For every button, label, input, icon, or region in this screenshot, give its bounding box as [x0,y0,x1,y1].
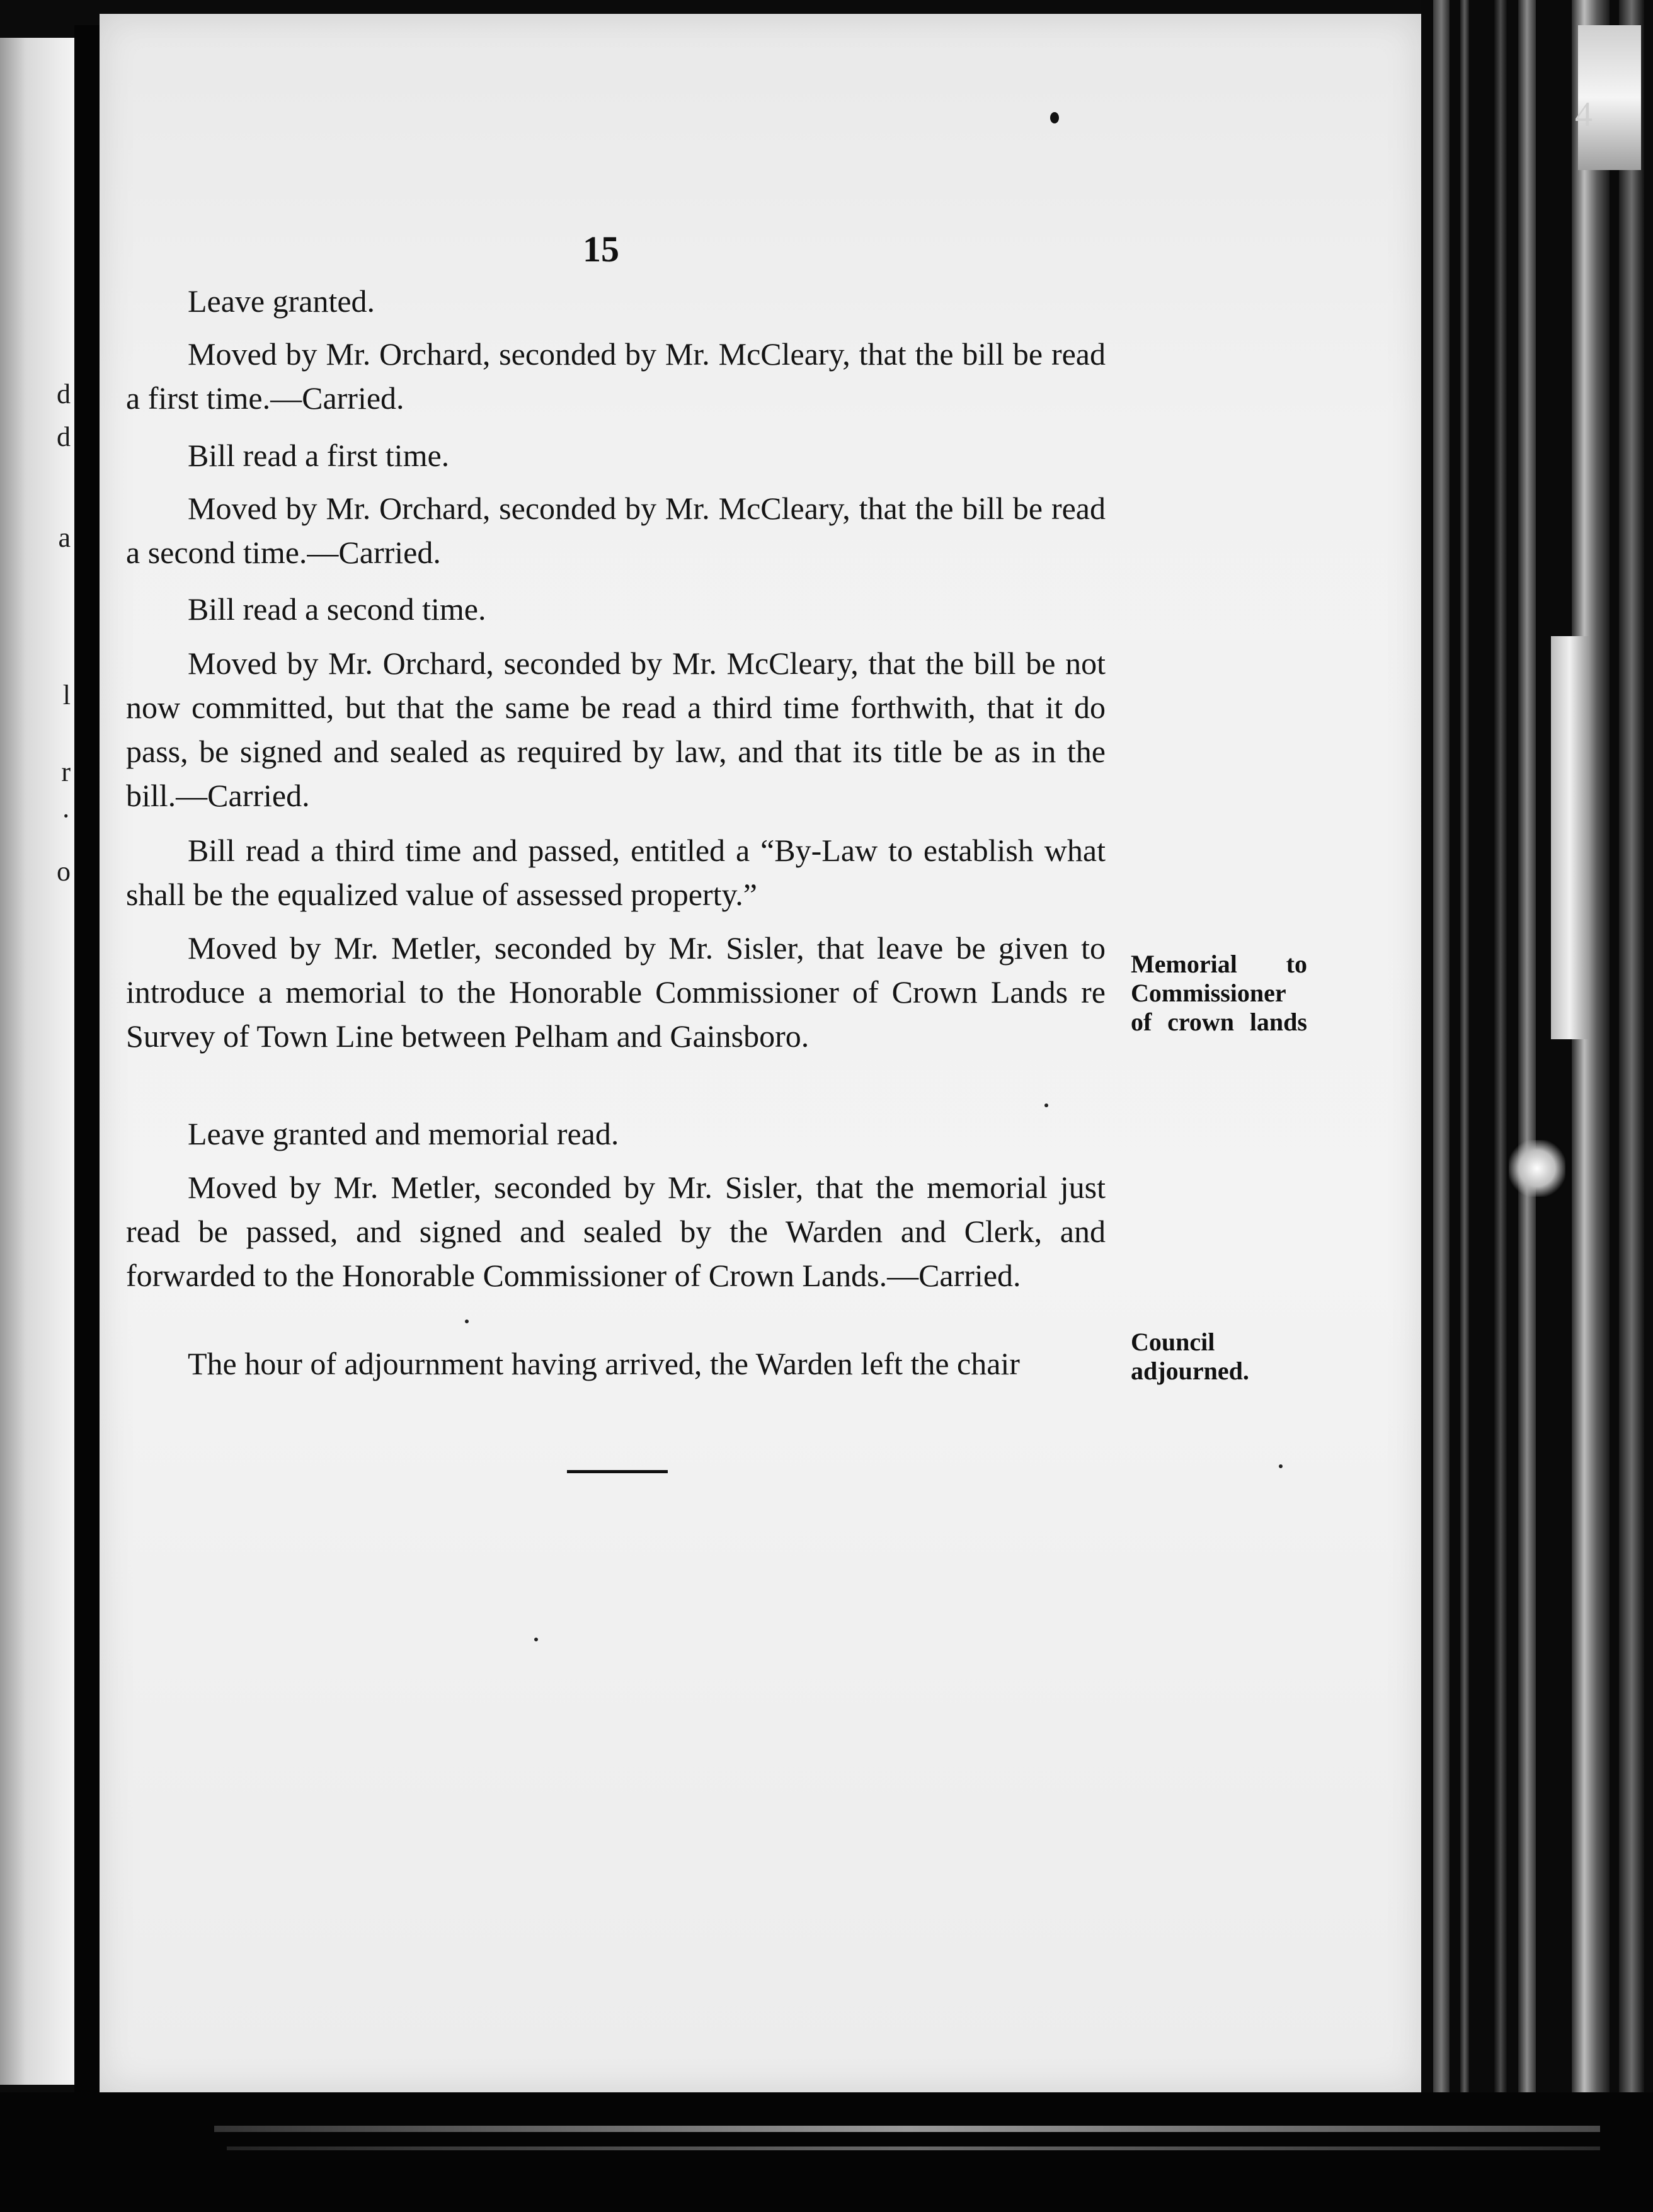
left-page-cut-text [0,38,74,2116]
paragraph-memorial-read: Leave granted and memorial read. [188,1116,619,1151]
book-gutter [74,25,100,2104]
edge-char: d [57,421,71,452]
edge-char: l [62,680,71,710]
ink-speck [1044,1103,1048,1107]
edge-char: · [61,801,71,831]
binding-strip [1572,0,1610,2141]
left-page-edge [0,38,74,2085]
ink-speck [1050,112,1059,123]
ink-speck [1279,1464,1283,1468]
paragraph-first-reading: Bill read a first time. [188,438,450,473]
bottom-edge [0,2092,1653,2212]
paragraph-second-reading-motion: Moved by Mr. Orchard, seconded by Mr. McCleary, that the bill be read a second time.—Carried. [126,491,1106,570]
edge-char: d [57,379,71,409]
paragraph-memorial-motion: Moved by Mr. Metler, seconded by Mr. Sisler, that leave be given to introduce a memorial to the Honorable Commissioner of Crown Lands re Survey of Town Line between Pelham and Gainsboro. [126,930,1106,1054]
binding-strip [1619,0,1644,2141]
ink-speck [534,1638,538,1641]
bottom-edge-strip [214,2126,1600,2132]
edge-char: a [58,522,71,553]
paragraph-leave-granted: Leave granted. [188,283,375,319]
binding-glare [1509,1140,1565,1197]
bottom-edge-strip [227,2146,1600,2150]
paragraph-bylaw-passed: Bill read a third time and passed, entitled a “By-Law to establish what shall be the equalized value of assessed property.” [126,833,1106,912]
section-end-rule [567,1470,668,1473]
binding-strip [1518,0,1536,2129]
corner-mark: 4 [1575,95,1593,134]
page-number: 15 [583,229,619,270]
binding-strip [1433,0,1450,2116]
paragraph-third-reading-motion: Moved by Mr. Orchard, seconded by Mr. McCleary, that the bill be not now committed, but that the same be read a third time forthwith, that it do pass, be signed and sealed as required by law, and that its title be as in the bill.—Carried. [126,646,1106,813]
paragraph-adjournment: The hour of adjournment having arrived, the Warden left the chair [188,1346,1020,1381]
paragraph-first-reading-motion: Moved by Mr. Orchard, seconded by Mr. McCleary, that the bill be read a first time.—Carried. [126,336,1106,416]
ink-speck [465,1320,469,1323]
edge-char: o [57,856,71,887]
book-binding [1421,0,1653,2141]
edge-char: r [61,756,71,787]
binding-strip [1494,0,1507,2129]
paragraph-second-reading: Bill read a second time. [188,591,486,627]
margin-note-memorial: Memorial to Commissioner of crown lands [1131,950,1307,1036]
binding-highlight [1551,636,1589,1039]
margin-note-adjourned: Council adjourned. [1131,1328,1249,1385]
paragraph-memorial-passed: Moved by Mr. Metler, seconded by Mr. Sisler, that the memorial just read be passed, and signed and sealed by the Warden and Clerk, and forwarded to the Honorable Commissioner of Crown Lands.—Carried. [126,1170,1106,1293]
binding-strip [1460,0,1469,2116]
